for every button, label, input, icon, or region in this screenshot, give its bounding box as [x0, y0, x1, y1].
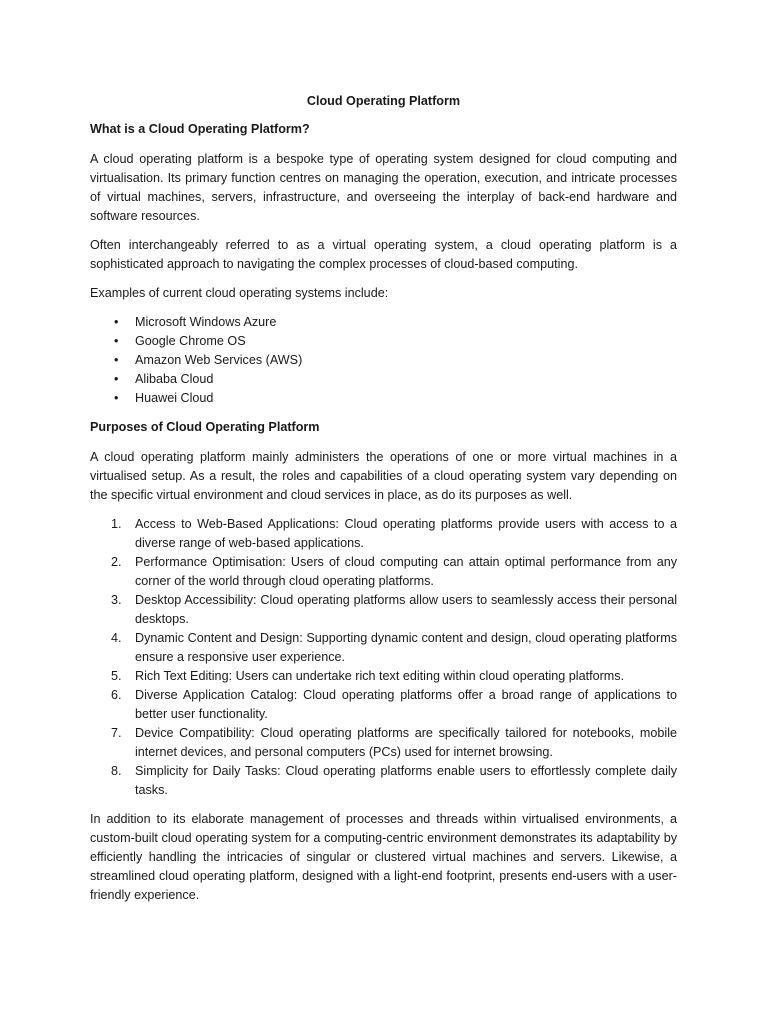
examples-list	[90, 313, 677, 408]
list-number: 2.	[111, 555, 122, 569]
list-number: 1.	[111, 517, 122, 531]
list-item-text: Amazon Web Services (AWS)	[135, 353, 303, 367]
list-item-text: Dynamic Content and Design: Supporting dynamic content and design, cloud operating platforms ensure a responsive user experience.	[135, 631, 677, 664]
section-heading-purposes: Purposes of Cloud Operating Platform	[90, 420, 320, 434]
document-page	[90, 92, 677, 915]
paragraph-definition: A cloud operating platform is a bespoke type of operating system designed for cloud computing and virtualisation. Its primary function centres on managing the operation, execution, and intricate processes of virtual machines, servers, infrastructure, and overseeing the interplay of back-end hardware and software resources.	[90, 152, 677, 223]
list-item	[90, 591, 677, 629]
list-item-text: Performance Optimisation: Users of cloud computing can attain optimal performance from any corner of the world through cloud operating platforms.	[135, 555, 677, 588]
list-number: 4.	[111, 631, 122, 645]
list-item	[90, 629, 677, 667]
list-item	[90, 724, 677, 762]
list-item	[90, 370, 677, 389]
bullet-icon: •	[114, 334, 119, 348]
list-item	[90, 515, 677, 553]
list-item	[90, 686, 677, 724]
paragraph-virtual-os: Often interchangeably referred to as a virtual operating system, a cloud operating platform is a sophisticated approach to navigating the complex processes of cloud-based computing.	[90, 238, 677, 271]
bullet-icon: •	[114, 353, 119, 367]
list-item-text: Diverse Application Catalog: Cloud operating platforms offer a broad range of applications to better user functionality.	[135, 688, 677, 721]
bullet-icon: •	[114, 372, 119, 386]
list-number: 7.	[111, 726, 122, 740]
list-item	[90, 351, 677, 370]
purposes-list	[90, 515, 677, 800]
list-number: 6.	[111, 688, 122, 702]
list-item	[90, 553, 677, 591]
list-item-text: Simplicity for Daily Tasks: Cloud operating platforms enable users to effortlessly complete daily tasks.	[135, 764, 677, 797]
list-item-text: Access to Web-Based Applications: Cloud operating platforms provide users with access to a diverse range of web-based applications.	[135, 517, 677, 550]
list-item	[90, 762, 677, 800]
list-item-text: Rich Text Editing: Users can undertake rich text editing within cloud operating platforms.	[135, 669, 625, 683]
section-heading-what-is: What is a Cloud Operating Platform?	[90, 122, 310, 136]
list-item	[90, 667, 677, 686]
list-item	[90, 389, 677, 408]
list-item-text: Desktop Accessibility: Cloud operating platforms allow users to seamlessly access their personal desktops.	[135, 593, 677, 626]
list-item-text: Alibaba Cloud	[135, 372, 214, 386]
list-item	[90, 313, 677, 332]
page-title: Cloud Operating Platform	[306, 94, 461, 108]
list-number: 8.	[111, 764, 122, 778]
list-item-text: Device Compatibility: Cloud operating platforms are specifically tailored for notebooks, mobile internet devices, and personal computers (PCs) used for internet browsing.	[135, 726, 677, 759]
paragraph-purposes-intro: A cloud operating platform mainly administers the operations of one or more virtual machines in a virtualised setup. As a result, the roles and capabilities of a cloud operating system vary depending on the specific virtual environment and cloud services in place, as do its purposes as well.	[90, 450, 677, 502]
list-item-text: Google Chrome OS	[135, 334, 246, 348]
paragraph-examples-intro: Examples of current cloud operating systems include:	[90, 286, 389, 300]
list-number: 3.	[111, 593, 122, 607]
list-item	[90, 332, 677, 351]
bullet-icon: •	[114, 315, 119, 329]
list-item-text: Huawei Cloud	[135, 391, 214, 405]
list-number: 5.	[111, 669, 122, 683]
list-item-text: Microsoft Windows Azure	[135, 315, 277, 329]
paragraph-closing: In addition to its elaborate management of processes and threads within virtualised environments, a custom-built cloud operating system for a computing-centric environment demonstrates its adaptability by efficiently handling the intricacies of singular or clustered virtual machines and servers. Likewise, a streamlined cloud operating platform, designed with a light-end footprint, presents end-users with a user-friendly experience.	[90, 812, 677, 902]
bullet-icon: •	[114, 391, 119, 405]
